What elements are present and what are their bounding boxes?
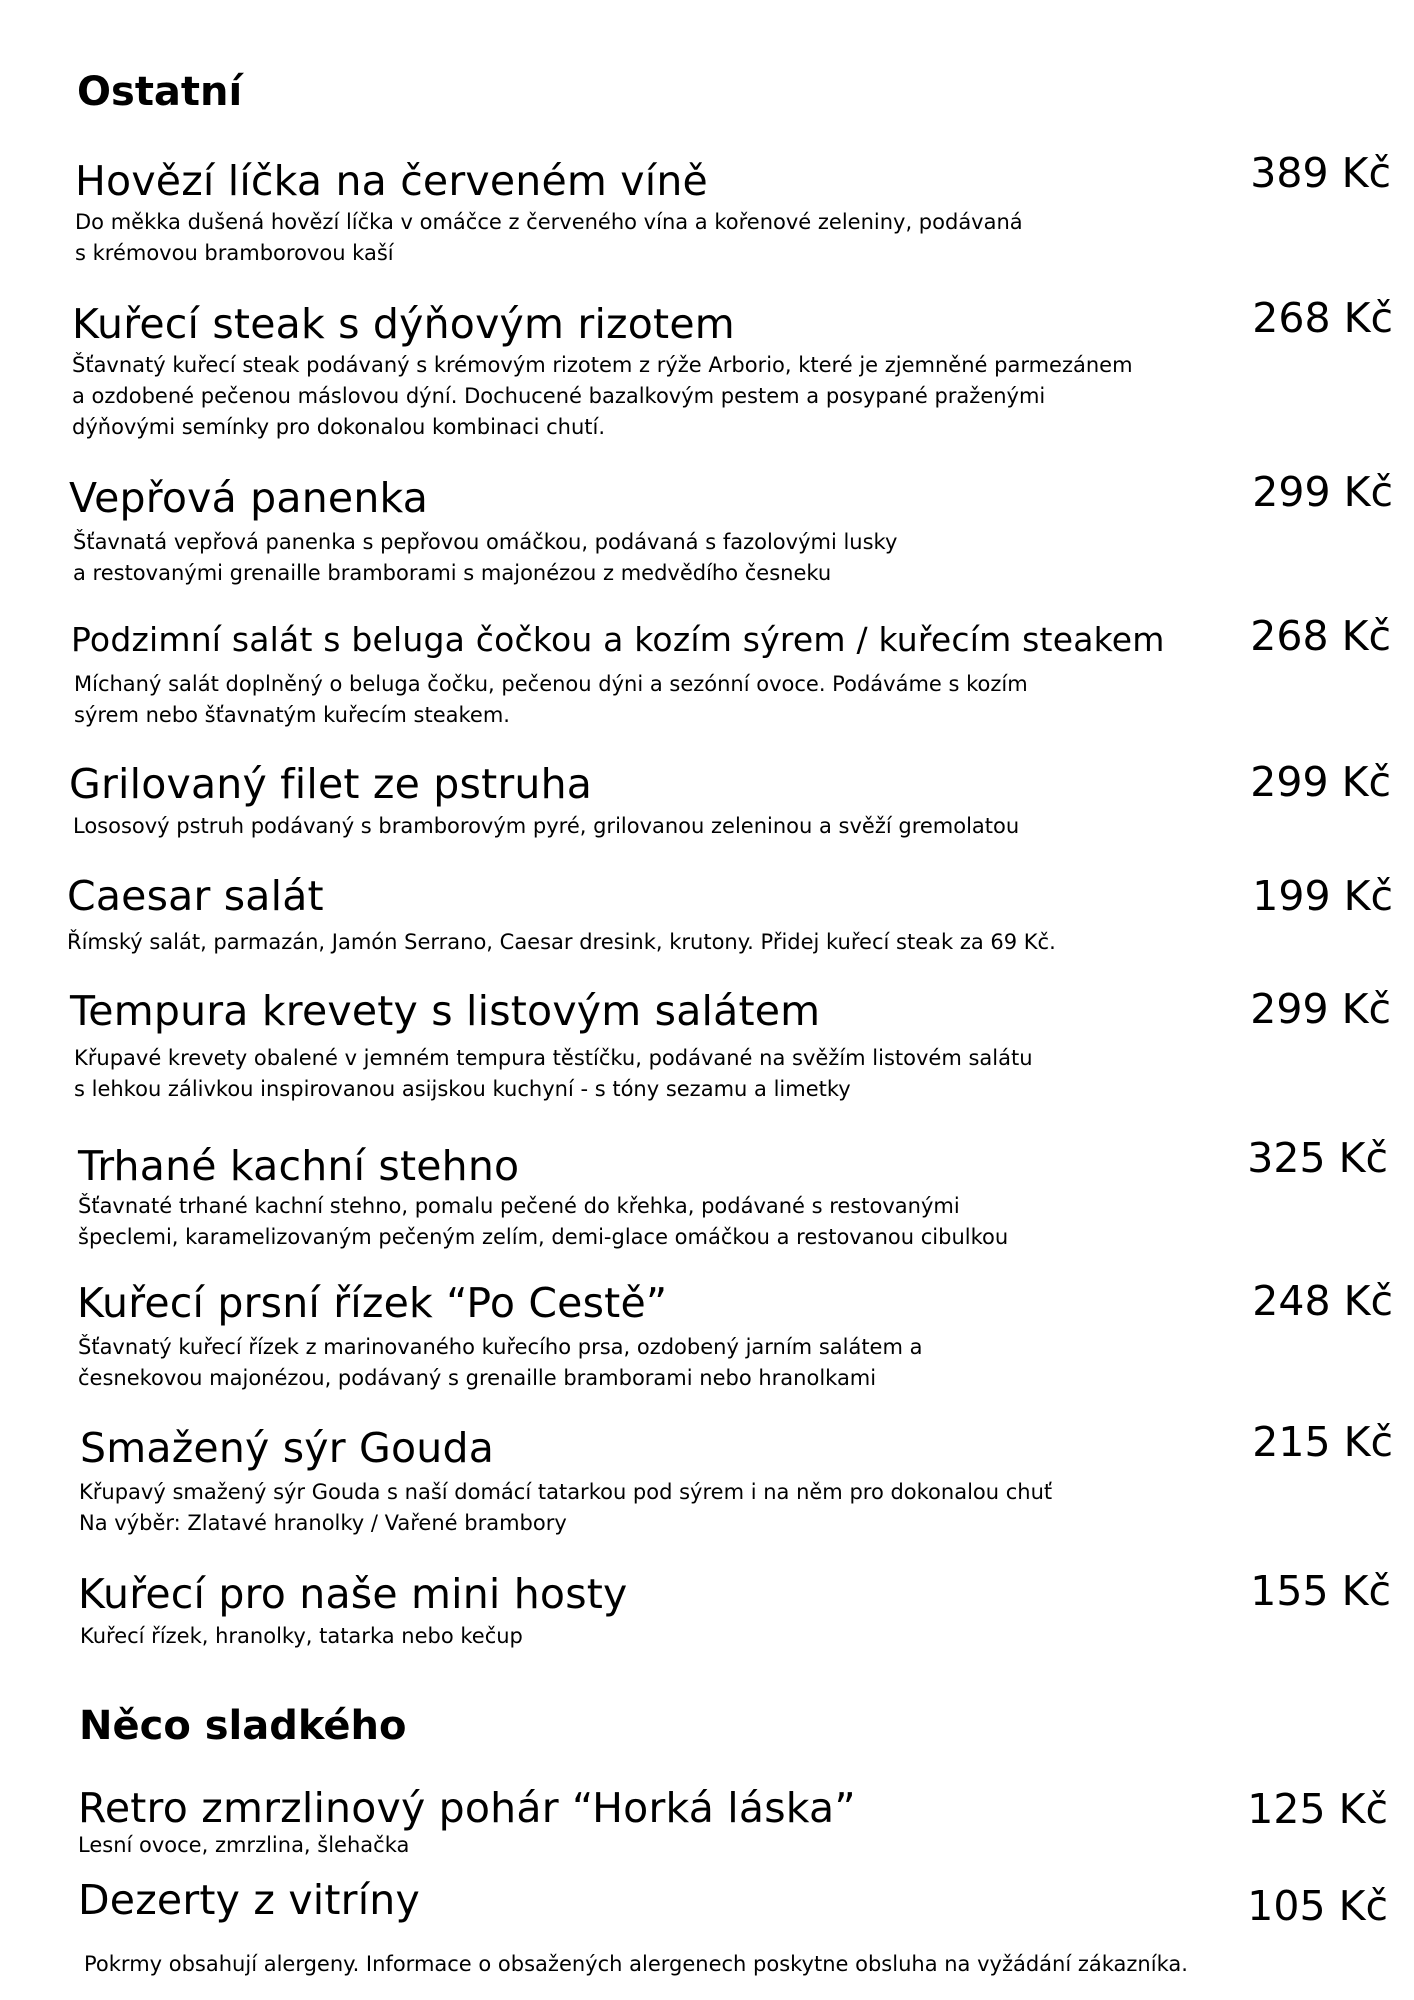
menu-item-description: Křupavý smažený sýr Gouda s naší domácí tatarkou pod sýrem i na něm pro dokonalou chuť Na výběr: Zlatavé hranolky / Vařené brambory [79, 1480, 1053, 1535]
menu-item-price: 268 Kč [1250, 612, 1391, 660]
menu-item-price: 325 Kč [1247, 1134, 1388, 1182]
menu-item-description: Křupavé krevety obalené v jemném tempura těstíčku, podávané na svěžím listovém salátu s lehkou zálivkou inspirovanou asijskou kuchyní - s tóny sezamu a limetky [74, 1046, 1033, 1101]
menu-item-name: Dezerty z vitríny [78, 1876, 420, 1924]
menu-item-price: 299 Kč [1250, 985, 1391, 1033]
menu-item-price: 105 Kč [1247, 1882, 1388, 1930]
menu-item-price: 155 Kč [1250, 1567, 1391, 1615]
menu-item-description: Šťavnatý kuřecí řízek z marinovaného kuřecího prsa, ozdobený jarním salátem a česnekovou majonézou, podávaný s grenaille bramborami nebo hranolkami [78, 1335, 923, 1390]
menu-item-name: Smažený sýr Gouda [80, 1424, 495, 1472]
menu-item-description: Šťavnatý kuřecí steak podávaný s krémovým rizotem z rýže Arborio, které je zjemněné parmezánem a ozdobené pečenou máslovou dýní. Dochucené bazalkovým pestem a posypané praženými dýňovými semínky pro dokonalou kombinaci chutí. [72, 353, 1133, 439]
menu-item-price: 268 Kč [1252, 294, 1393, 342]
section-title-ostatni: Ostatní [77, 69, 243, 115]
menu-item-name: Retro zmrzlinový pohár “Horká láska” [78, 1784, 856, 1832]
menu-item-description: Lesní ovoce, zmrzlina, šlehačka [78, 1833, 410, 1857]
menu-item-price: 215 Kč [1252, 1418, 1393, 1466]
menu-item-name: Kuřecí steak s dýňovým rizotem [72, 300, 735, 348]
menu-item-name: Vepřová panenka [69, 474, 429, 522]
menu-item-description: Do měkka dušená hovězí líčka v omáčce z červeného vína a kořenové zeleniny, podávaná s krémovou bramborovou kaší [75, 210, 1023, 265]
menu-item-name: Kuřecí prsní řízek “Po Cestě” [77, 1279, 668, 1327]
menu-item-name: Tempura krevety s listovým salátem [70, 987, 821, 1035]
menu-item-name: Trhané kachní stehno [78, 1142, 520, 1190]
menu-item-name: Grilovaný filet ze pstruha [69, 760, 593, 808]
menu-item-description: Míchaný salát doplněný o beluga čočku, pečenou dýni a sezónní ovoce. Podáváme s kozím sýrem nebo šťavnatým kuřecím steakem. [74, 672, 1028, 727]
menu-item-price: 248 Kč [1252, 1277, 1393, 1325]
menu-item-description: Lososový pstruh podávaný s bramborovým pyré, grilovanou zeleninou a svěží gremolatou [73, 814, 1020, 838]
menu-item-price: 125 Kč [1247, 1785, 1388, 1833]
menu-item-name: Caesar salát [67, 872, 324, 920]
menu-item-description: Kuřecí řízek, hranolky, tatarka nebo kečup [80, 1624, 523, 1648]
allergen-note: Pokrmy obsahují alergeny. Informace o obsažených alergenech poskytne obsluha na vyžádání zákazníka. [84, 1952, 1188, 1976]
menu-item-name: Podzimní salát s beluga čočkou a kozím sýrem / kuřecím steakem [71, 620, 1165, 659]
menu-item-price: 299 Kč [1252, 468, 1393, 516]
menu-item-description: Římský salát, parmazán, Jamón Serrano, Caesar dresink, krutony. Přidej kuřecí steak za 69 Kč. [67, 930, 1056, 954]
menu-item-description: Šťavnaté trhané kachní stehno, pomalu pečené do křehka, podávané s restovanými špeclemi, karamelizovaným pečeným zelím, demi-glace omáčkou a restovanou cibulkou [78, 1194, 1009, 1249]
menu-item-name: Kuřecí pro naše mini hosty [78, 1570, 628, 1618]
menu-item-price: 299 Kč [1250, 758, 1391, 806]
menu-item-price: 199 Kč [1252, 872, 1393, 920]
menu-item-price: 389 Kč [1250, 149, 1391, 197]
section-title-sladke: Něco sladkého [79, 1703, 407, 1749]
menu-item-name: Hovězí líčka na červeném víně [75, 157, 708, 205]
menu-item-description: Šťavnatá vepřová panenka s pepřovou omáčkou, podávaná s fazolovými lusky a restovanými grenaille bramborami s majonézou z medvědího česneku [73, 530, 898, 585]
